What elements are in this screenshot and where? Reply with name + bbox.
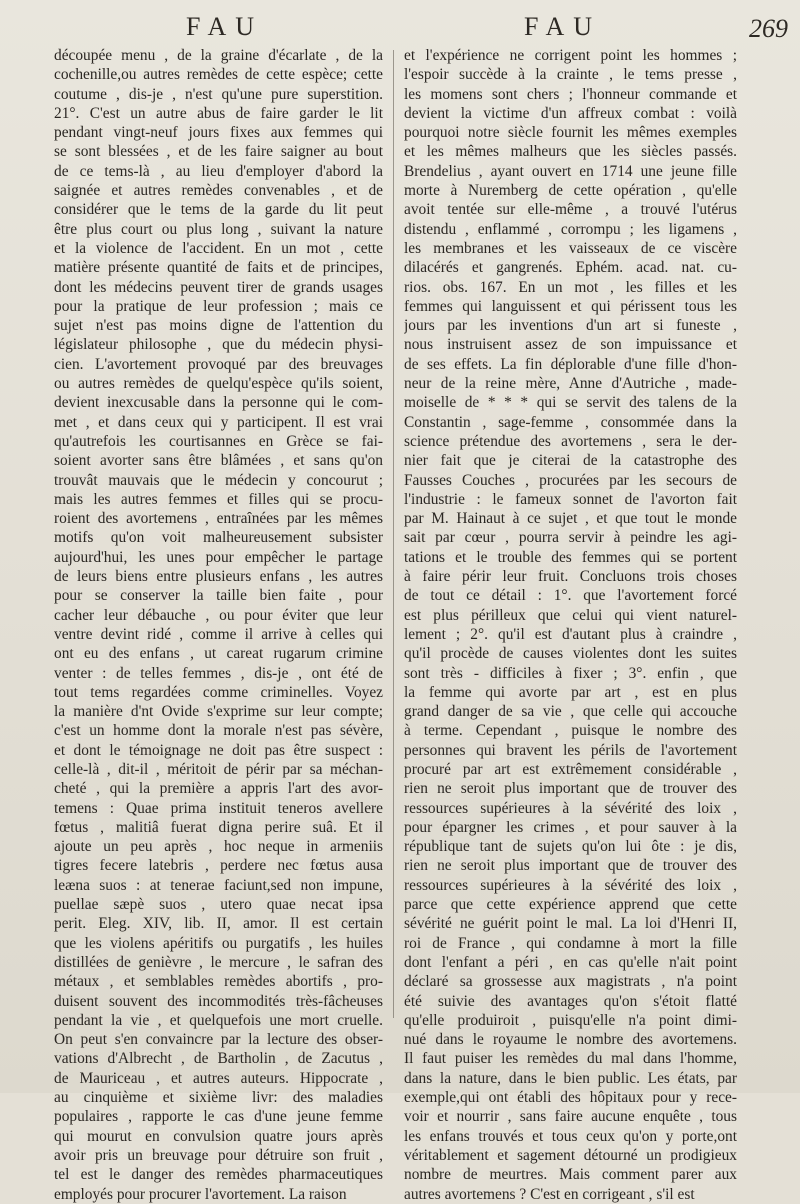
- text-line: parce que cette expérience apprend que cette: [404, 896, 737, 914]
- text-line: nous instruisent assez de son impuissance et: [404, 336, 737, 354]
- text-line: leæna suos : at tenerae faciunt,sed non impune,: [54, 876, 383, 894]
- text-line: au cinquième et sixième livr: des maladies: [54, 1089, 383, 1107]
- text-line: métaux , et semblables remèdes abortifs , pro-: [54, 973, 383, 991]
- text-line: roient des avortemens , entraînées par les mêmes: [54, 510, 383, 528]
- text-line: nier fait que je citerai de la catastrophe des: [404, 452, 737, 470]
- text-line: cheté , qui la première a appris l'art des avor-: [54, 780, 383, 798]
- text-line: l'industrie : le fameux sonnet de l'avorton fait: [404, 490, 737, 508]
- text-line: dont les médecins peuvent tirer de grands usages: [54, 278, 383, 296]
- text-line: nué dans le royaume le nombre des avortemens.: [404, 1031, 737, 1049]
- text-line: On peut s'en convaincre par la lecture des obser-: [54, 1031, 383, 1049]
- text-line: avoit tentée sur elle-même , a trouvé l'utérus: [404, 201, 737, 219]
- text-line: Il faut puiser les remèdes du mal dans l'homme,: [404, 1050, 737, 1068]
- text-line: tigres fecere latebris , perdere nec fœtus ausa: [54, 857, 383, 875]
- text-line: celle-là , dit-il , méritoit de périr par sa méchan-: [54, 760, 383, 778]
- text-line: rios. obs. 167. En un mot , les filles et les: [404, 278, 737, 296]
- text-line: trouvât mauvais que le médecin y concourut ;: [54, 471, 383, 489]
- text-line: déclaré sa grossesse aux magistrats , n'a point: [404, 973, 737, 991]
- text-line: temens : Quae prima instituit teneros avellere: [54, 799, 383, 817]
- text-line: procuré par art est extrêmement considérable ,: [404, 760, 737, 778]
- text-line: qu'elle produiroit , puisqu'elle n'a point dimi-: [404, 1011, 737, 1029]
- text-line: les enfans trouvés et tous ceux qu'on y porte,ont: [404, 1127, 737, 1145]
- text-line: autres avortemens ? C'est en corrigeant , s'il est: [404, 1185, 695, 1203]
- text-line: motifs qu'on voit malheureusement subsister: [54, 529, 383, 547]
- text-line: cochenille,ou autres remèdes de cette espèce; cette: [54, 66, 383, 84]
- text-line: sujet n'est pas moins digne de l'attention du: [54, 317, 383, 335]
- text-line: exemple,qui ont établi des hôpitaux pour y rece-: [404, 1089, 737, 1107]
- text-line: l'espoir succède à la crainte , le tems presse ,: [404, 66, 737, 84]
- text-line: pourquoi notre siècle fournit les mêmes exemples: [404, 124, 737, 142]
- text-line: ressources supérieures à la sévérité des loix ,: [404, 876, 737, 894]
- text-line: roi de France , qui condamne à mort la fille: [404, 934, 737, 952]
- text-line: être plus court ou plus long , suivant la nature: [54, 220, 383, 238]
- text-line: jours par les inventions d'un art si funeste ,: [404, 317, 737, 335]
- page-header: [0, 6, 800, 46]
- text-line: qui mourut en convulsion quatre jours après: [54, 1127, 383, 1145]
- text-line: à faire périr leur fruit. Concluons trois choses: [404, 568, 737, 586]
- text-line: ont eu des enfans , ut careat rugarum crimine: [54, 645, 383, 663]
- text-line: tel est le danger des remèdes pharmaceutiques: [54, 1166, 383, 1184]
- text-line: moiselle de * * * qui se servit des talens de la: [404, 394, 737, 412]
- text-line: pour épargner les crimes , et pour sauver à la: [404, 818, 737, 836]
- text-line: ressources supérieures à la sévérité des loix ,: [404, 799, 737, 817]
- text-line: Constantin , sage-femme , consommée dans la: [404, 413, 737, 431]
- text-line: pendant la vie , et quelquefois une mort cruelle.: [54, 1011, 383, 1029]
- text-line: cien. L'avortement provoqué par des breuvages: [54, 355, 383, 373]
- text-line: est plus périlleux que celui qui vient naturel-: [404, 606, 737, 624]
- text-line: de leurs biens entre plusieurs enfans , les autres: [54, 568, 383, 586]
- text-line: devient inexcusable dans la personne qui le com-: [54, 394, 383, 412]
- text-line: distendu , enflammé , corrompu ; les ligamens ,: [404, 220, 737, 238]
- text-line: sévérité ne guérit point le mal. La loi d'Henri II,: [404, 915, 737, 933]
- text-line: de Mauriceau , et autres auteurs. Hippocrate ,: [54, 1069, 383, 1087]
- text-line: que les violens apéritifs ou purgatifs , les huiles: [54, 934, 383, 952]
- text-line: la femme qui avorte par art , est en plus: [404, 683, 737, 701]
- text-line: met , et dans ceux qui y participent. Il est vrai: [54, 413, 383, 431]
- text-line: et dont le témoignage ne doit pas être suspect :: [54, 741, 383, 759]
- text-line: science prétendue des avortemens , sera le der-: [404, 432, 737, 450]
- text-line: avoir pris un breuvage pour détruire son fruit ,: [54, 1146, 383, 1164]
- text-line: fœtus , malitiâ fuerat digna perire suâ. Et il: [54, 818, 383, 836]
- text-line: 21°. C'est un autre abus de faire garder le lit: [54, 104, 383, 122]
- text-line: pendant vingt-neuf jours fixes aux femmes qui: [54, 124, 383, 142]
- column-divider: [393, 50, 394, 1018]
- text-line: les momens sont chers ; l'honneur commande et: [404, 85, 737, 103]
- text-line: devient la victime d'un affreux combat : voilà: [404, 104, 737, 122]
- running-head-left: FAU: [186, 12, 264, 41]
- text-line: découpée menu , de la graine d'écarlate , de la: [54, 47, 383, 64]
- text-line: de ce tems-là , au lieu d'employer d'abord la: [54, 162, 383, 180]
- text-line: qu'autrefois les courtisannes en Grèce se fai-: [54, 432, 383, 450]
- text-line: ajoute un peu après , hoc neque in armeniis: [54, 838, 383, 856]
- text-line: Brendelius , ayant ouvert en 1714 une jeune fille: [404, 162, 737, 180]
- text-line: rien ne seroit plus important que de trouver des: [404, 780, 737, 798]
- text-line: duisent souvent des incommodités très-fâcheuses: [54, 992, 383, 1010]
- text-line: pour se conserver la taille bien faite , pour: [54, 587, 383, 605]
- text-line: Fausses Couches , procurées par les secours de: [404, 471, 737, 489]
- text-line: perit. Eleg. XIV, lib. II, amor. Il est certain: [54, 915, 383, 933]
- text-line: personnes qui bravent les périls de l'avortement: [404, 741, 737, 759]
- text-line: mais les autres femmes et filles qui se procu-: [54, 490, 383, 508]
- text-line: se sont blessées , et de les faire saigner au bout: [54, 143, 383, 161]
- text-line: populaires , rapporte le cas d'une jeune femme: [54, 1108, 383, 1126]
- left-text-column: [54, 46, 383, 1204]
- text-line: de tout ce détail : 1°. que l'avortement forcé: [404, 587, 737, 605]
- text-line: dont l'enfant a péri , en cas qu'elle n'ait point: [404, 953, 737, 971]
- text-line: morte à Nuremberg de cette opération , qu'elle: [404, 182, 737, 200]
- text-line: dilacérés et gangrenés. Ephém. acad. nat. cu-: [404, 259, 737, 277]
- right-text-column: [404, 46, 737, 1204]
- text-line: grand danger de sa vie , que celle qui accouche: [404, 703, 737, 721]
- text-line: distillées de genièvre , le mercure , le safran des: [54, 953, 383, 971]
- text-line: de ses effets. La fin déplorable d'une fille d'hon-: [404, 355, 737, 373]
- text-line: vations d'Albrecht , de Bartholin , de Zacutus ,: [54, 1050, 383, 1068]
- text-line: saignée et autres remèdes convenables , et de: [54, 182, 383, 200]
- text-line: et les mêmes malheurs que les siècles passés.: [404, 143, 737, 161]
- text-line: sont très - difficiles à fixer ; 3°. enfin , que: [404, 664, 737, 682]
- running-head-right: FAU: [524, 12, 602, 41]
- page-number: 269: [749, 14, 788, 43]
- text-line: cacher leur débauche , ou pour éviter que leur: [54, 606, 383, 624]
- text-line: employés pour procurer l'avortement. La raison: [54, 1185, 347, 1203]
- text-line: sait par cœur , pourra servir à peindre les agi-: [404, 529, 737, 547]
- text-line: venter : de telles femmes , dis-je , ont été de: [54, 664, 383, 682]
- text-line: tout tems regardées comme criminelles. Voyez: [54, 683, 383, 701]
- text-line: matière présente quantité de faits et de principes,: [54, 259, 383, 277]
- text-line: dans la nature, dans le bien public. Les états, par: [404, 1069, 737, 1087]
- text-line: coutume , dis-je , n'est qu'une pure superstition.: [54, 85, 383, 103]
- text-line: ou autres remèdes de quelqu'espèce qu'ils soient,: [54, 375, 383, 393]
- text-line: et l'expérience ne corrigent point les hommes ;: [404, 47, 737, 64]
- text-line: république tant de sujets qu'on lui ôte : je dis,: [404, 838, 737, 856]
- text-line: véritablement et sagement détourné un prodigieux: [404, 1146, 737, 1164]
- text-line: à terme. Cependant , puisque le nombre des: [404, 722, 737, 740]
- text-line: par M. Hainaut à ce sujet , et que tout le monde: [404, 510, 737, 528]
- text-line: rien ne seroit plus important que de trouver des: [404, 857, 737, 875]
- text-line: voir et nourrir , sans faire aucune enquête , tous: [404, 1108, 737, 1126]
- text-line: la manière d'nt Ovide s'exprime sur leur compte;: [54, 703, 383, 721]
- text-line: c'est un homme dont la morale n'est pas sévère,: [54, 722, 383, 740]
- text-line: pour la pratique de leur profession ; mais ce: [54, 297, 383, 315]
- text-line: qu'il procède de causes violentes dont les suites: [404, 645, 737, 663]
- text-line: aujourd'hui, les unes pour empêcher le partage: [54, 548, 383, 566]
- text-line: ventre devint ridé , comme il arrive à celles qui: [54, 625, 383, 643]
- text-line: et la violence de l'accident. En un mot , cette: [54, 239, 383, 257]
- text-line: lement ; 2°. qu'il est d'autant plus à craindre ,: [404, 625, 737, 643]
- text-line: puellae sæpè suos , utero quae necat ipsa: [54, 896, 383, 914]
- text-line: soient avorter sans être blâmées , et sans qu'on: [54, 452, 383, 470]
- text-line: nombre de meurtres. Mais comment parer aux: [404, 1166, 737, 1184]
- text-line: été suivie des avantages qu'on s'étoit flatté: [404, 992, 737, 1010]
- text-line: les membranes et les vaisseaux de ce viscère: [404, 239, 737, 257]
- text-line: législateur philosophe , que du médecin physi-: [54, 336, 383, 354]
- text-line: femmes qui languissent et qui périssent tous les: [404, 297, 737, 315]
- text-line: tations et le trouble des femmes qui se portent: [404, 548, 737, 566]
- text-line: neur de la reine mère, Anne d'Autriche , made-: [404, 375, 737, 393]
- text-line: considérer que le tems de la garde du lit peut: [54, 201, 383, 219]
